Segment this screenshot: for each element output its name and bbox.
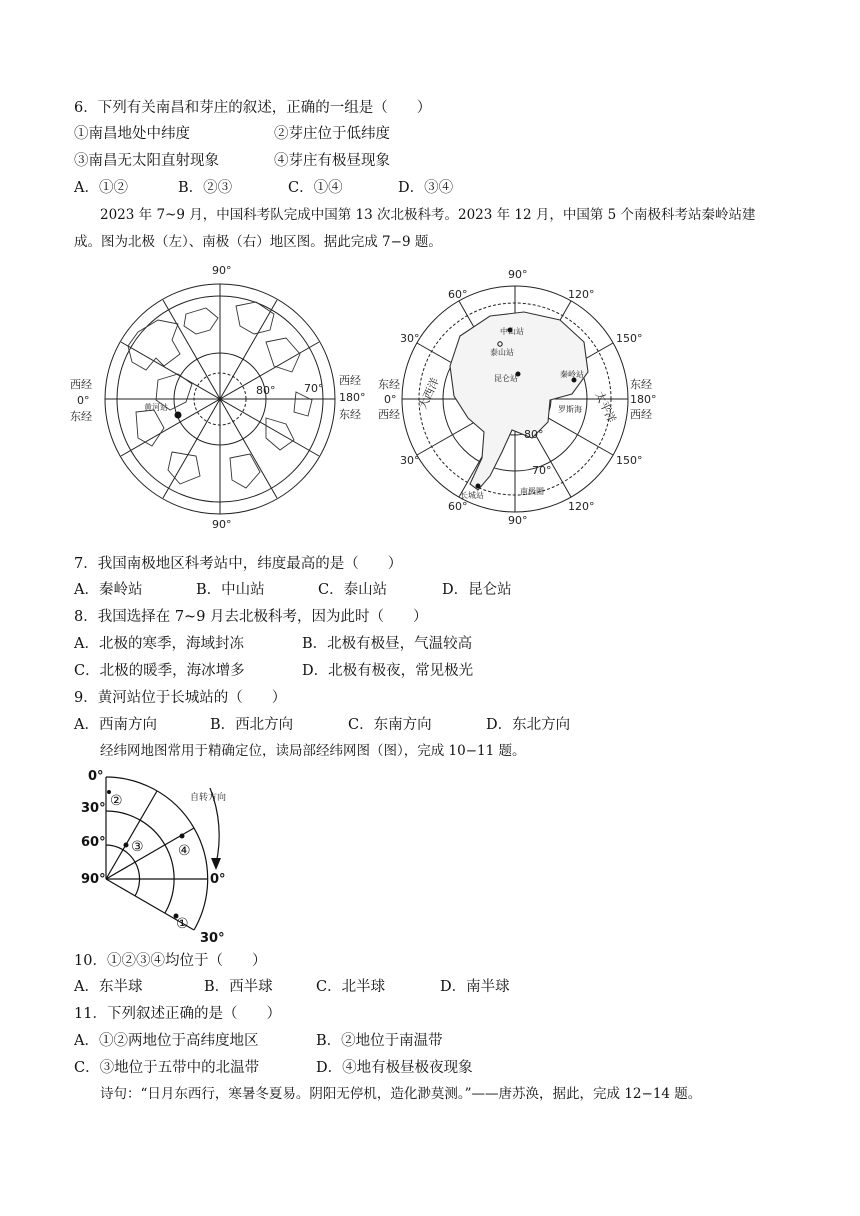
north-pole-map [60,262,370,532]
q6-statement-3: ③南昌无太阳直射现象 [74,153,219,169]
rotation-direction-label: 自转方向 [190,793,227,803]
grid-30-bottom: 30° [200,931,225,946]
q10-stem: 10．①②③④均位于（ ） [74,953,267,969]
q6-option-d[interactable]: D．③④ [398,180,454,196]
north-map-top-90: 90° [212,264,232,277]
grid-0-right: 0° [210,872,226,887]
q8-option-c[interactable]: C．北极的暖季，海冰增多 [74,663,245,679]
grid-point-1: ① [176,916,189,932]
south-map-lat-70: 70° [532,464,552,477]
south-map-west-left: 西经 [378,408,400,421]
lat-lon-grid-map [70,766,270,946]
south-map-30-left: 30° [400,332,420,345]
zhongshan-station-label: 中山站 [500,327,524,336]
north-map-180: 180° [339,391,366,404]
north-map-lat-70: 70° [304,382,324,395]
q11-stem: 11．下列叙述正确的是（ ） [74,1006,281,1022]
kunlun-station-label: 昆仑站 [494,374,518,383]
q6-stem: 6．下列有关南昌和芽庄的叙述，正确的一组是（ ） [74,100,432,116]
changcheng-station-label: 长城站 [460,491,484,500]
south-map-east-left: 东经 [378,378,400,391]
south-map-lat-80: 80° [524,428,544,441]
antarctic-circle-label: 南极圈 [520,487,544,496]
q7-option-d[interactable]: D．昆仑站 [442,582,512,598]
q10-option-c[interactable]: C．北半球 [316,979,386,995]
q11-option-c[interactable]: C．③地位于五带中的北温带 [74,1060,260,1076]
q6-statement-1: ①南昌地处中纬度 [74,126,190,142]
q7-stem: 7．我国南极地区科考站中，纬度最高的是（ ） [74,556,403,572]
q8-stem: 8．我国选择在 7~9 月去北极科考，因为此时（ ） [74,609,428,625]
south-map-30-bottom-left: 30° [400,454,420,467]
q10-option-d[interactable]: D．南半球 [440,979,510,995]
intro-7-9-line2: 成。图为北极（左）、南极（右）地区图。据此完成 7−9 题。 [74,234,442,250]
q10-option-b[interactable]: B．西半球 [204,979,273,995]
q7-option-b[interactable]: B．中山站 [196,582,265,598]
q9-option-d[interactable]: D．东北方向 [486,717,571,733]
grid-point-4: ④ [178,843,191,859]
q10-options [74,977,510,997]
north-map-east-180: 东经 [339,408,361,421]
south-map-west-right: 西经 [630,408,652,421]
grid-30-left: 30° [81,801,106,816]
q8-option-d[interactable]: D．北极有极夜，常见极光 [302,663,474,679]
huanghe-station-label: 黄河站 [144,403,168,412]
q8-option-a[interactable]: A．北极的寒季，海域封冻 [74,636,244,652]
north-map-west-0: 西经 [70,378,92,391]
pacific-label: 太平洋 [592,389,619,425]
south-map-60-bottom-left: 60° [448,500,468,513]
q6-statement-2: ②芽庄位于低纬度 [274,126,390,142]
grid-90-left: 90° [81,872,106,887]
south-map-120-bottom-right: 120° [568,500,595,513]
q11-option-a[interactable]: A．①②两地位于高纬度地区 [74,1033,259,1049]
huanghe-station-marker [175,412,182,419]
south-pole-map [372,262,664,532]
q6-option-b[interactable]: B．②③ [178,180,233,196]
south-map-bottom-90: 90° [508,514,528,527]
intro-10-11: 经纬网地图常用于精确定位，读局部经纬网图（图），完成 10−11 题。 [100,743,526,759]
q6-statement-4: ④芽庄有极昼现象 [274,153,390,169]
q9-option-a[interactable]: A．西南方向 [74,717,157,733]
south-map-60-top-left: 60° [448,288,468,301]
south-map-150-right: 150° [616,332,643,345]
q10-option-a[interactable]: A．东半球 [74,979,143,995]
intro-7-9 [74,202,794,256]
south-map-150-bottom-right: 150° [616,454,643,467]
taishan-station-label: 泰山站 [490,348,514,357]
q9-option-c[interactable]: C．东南方向 [348,717,432,733]
north-map-west-180: 西经 [339,374,361,387]
atlantic-label: 大西洋 [416,375,442,412]
south-map-120-top-right: 120° [568,288,595,301]
north-map-east-0: 东经 [70,410,92,423]
poem-intro: 诗句：“日月东西行，寒暑冬夏易。阴阳无停机，造化渺莫测。”——唐苏涣，据此，完成 12−14 题。 [100,1086,702,1102]
north-map-bottom-90: 90° [212,518,232,531]
grid-point-3: ③ [131,839,144,855]
q6-options [74,178,453,198]
north-map-zero: 0° [77,394,90,407]
north-map-lat-80: 80° [256,384,276,397]
antarctica-outline [450,312,588,490]
q9-option-b[interactable]: B．西北方向 [210,717,294,733]
grid-point-2: ② [110,793,123,809]
intro-7-9-line1: 2023 年 7~9 月，中国科考队完成中国第 13 次北极科考。2023 年 12 月，中国第 5 个南极科考站秦岭站建 [100,207,756,223]
grid-60-left: 60° [81,835,106,850]
q8-option-b[interactable]: B．北极有极昼，气温较高 [302,636,473,652]
q6-option-a[interactable]: A．①② [74,180,128,196]
q9-options [74,715,570,735]
q7-option-a[interactable]: A．秦岭站 [74,582,143,598]
qinling-station-label: 秦岭站 [560,370,584,379]
south-map-top-90: 90° [508,268,528,281]
south-map-zero-left: 0° [384,393,397,406]
grid-0-top: 0° [88,769,104,784]
q7-options [74,580,512,600]
south-map-east-right: 东经 [630,378,652,391]
q11-option-b[interactable]: B．②地位于南温带 [316,1033,443,1049]
q11-option-d[interactable]: D．④地有极昼极夜现象 [316,1060,473,1076]
q6-option-c[interactable]: C．①④ [288,180,343,196]
q9-stem: 9．黄河站位于长城站的（ ） [74,690,287,706]
q7-option-c[interactable]: C．泰山站 [318,582,388,598]
south-map-180-right: 180° [630,393,657,406]
ross-sea-label: 罗斯海 [558,405,582,414]
